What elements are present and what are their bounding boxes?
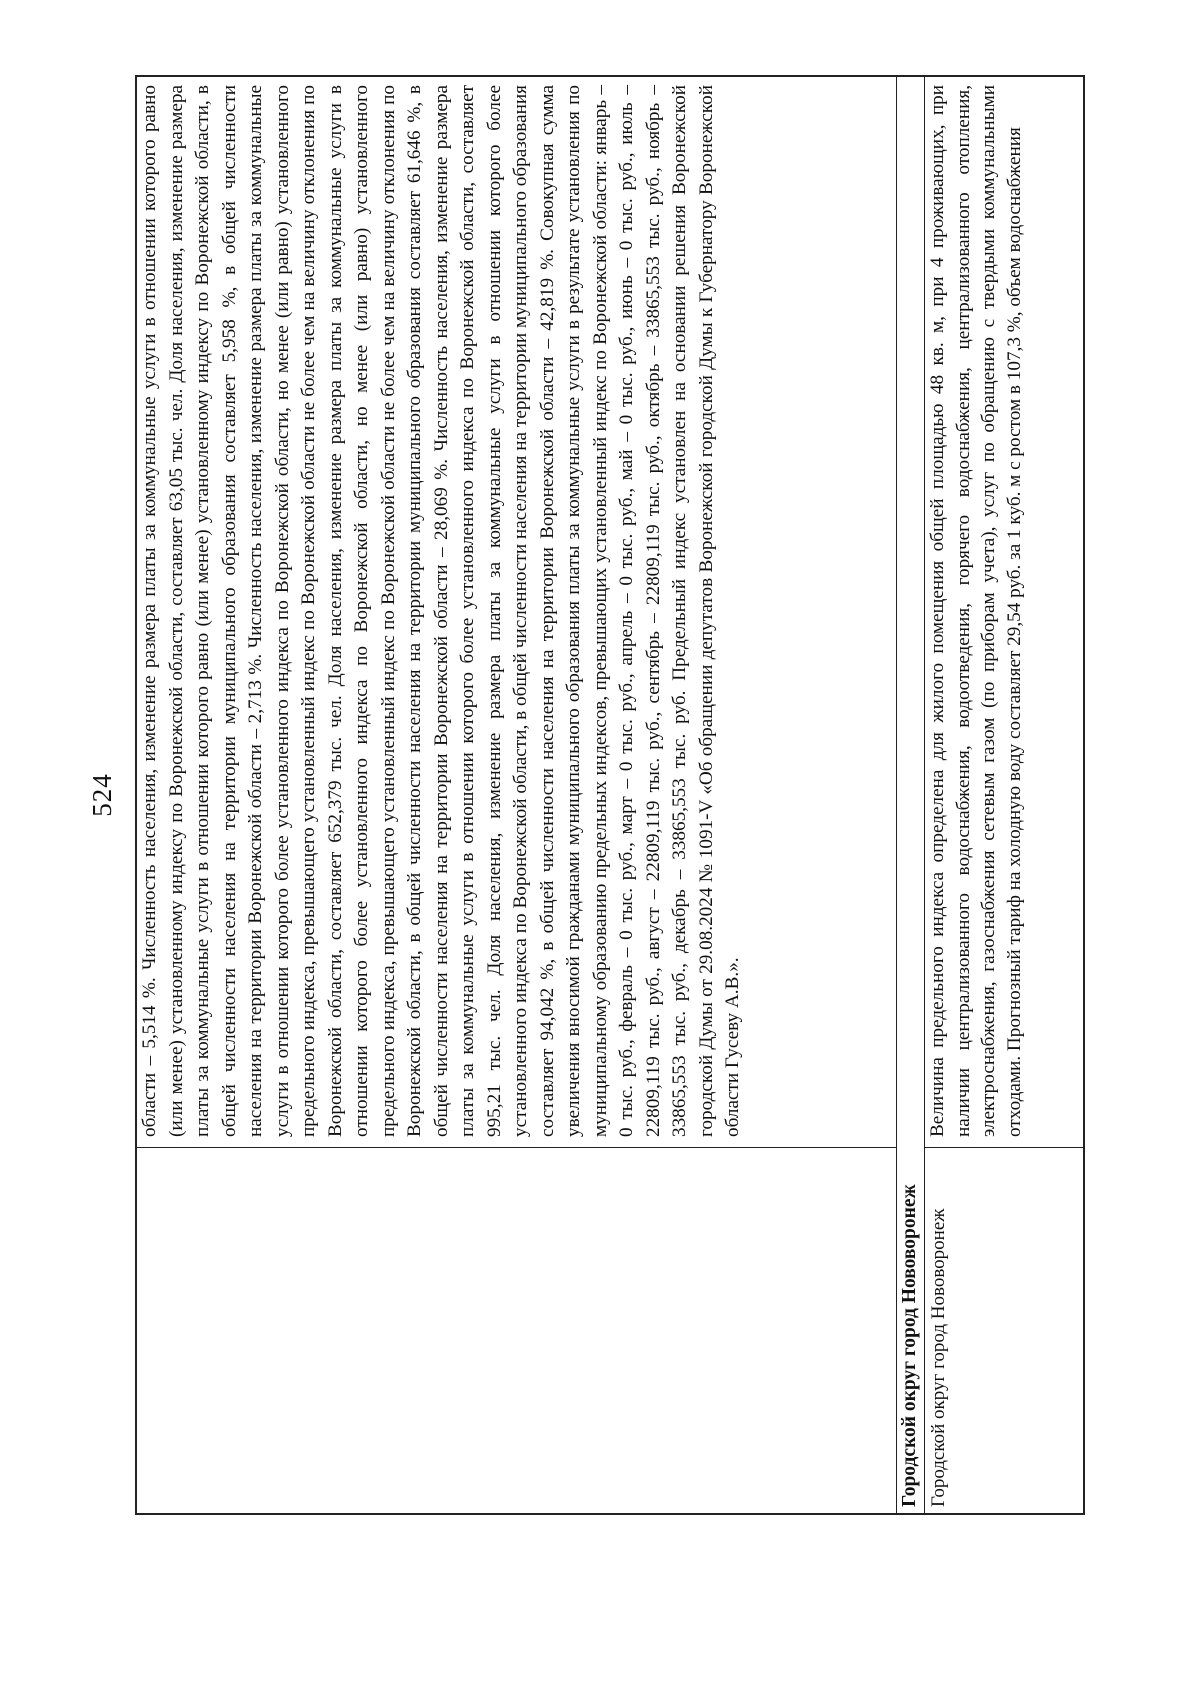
table-cell-municipality-empty: [137, 1147, 896, 1513]
description-cell: Величина предельного индекса определена для жилого помещения общей площадью 48 кв. м, при 4 проживающих, при наличии централизованного водоснабжения, водоотведения, горячего водоснабжения, централизованного отопления, электроснабжения, газоснабжения сетевым газом (по приборам учета), услуг по обращению с твердыми коммунальными отходами. Прогнозный тариф на холодную воду составляет 29,54 руб. за 1 куб. м с ростом в 107,3 %, объем водоснабжения: [927, 85, 1025, 1137]
section-header: Городской округ город Нововоронеж: [899, 1184, 920, 1507]
rotated-document-page: [75, 75, 1085, 1515]
table-row-continuation: [137, 77, 897, 1513]
section-header-row: [897, 77, 925, 1513]
table-row: [925, 77, 1083, 1513]
continuation-text: области – 5,514 %. Численность населения, изменение размера платы за коммунальные услуги в отношении которого равно (или менее) установленному индексу по Воронежской области, составляет 63,05 тыс. чел. Доля населения, изменение размера платы за коммунальные услуги в отношении которого равно (или менее) установленному индексу по Воронежской области, в общей численности населения на территории муниципального образования составляет 5,958 %, в общей численности населения на территории Воронежской области – 2,713 %. Численность населения, изменение размера платы за коммунальные услуги в отношении которого более установленного индекса по Воронежской области, но менее (или равно) установленного предельного индекса, превышающего установленный индекс по Воронежской области не более чем на величину отклонения по Воронежской области, составляет 652,379 тыс. чел. Доля населения, изменение размера платы за коммунальные услуги в отношении которого более установленного индекса по Воронежской области, но менее (или равно) установленного предельного индекса, превышающего установленный индекс по Воронежской области не более чем на величину отклонения по Воронежской области, в общей численности населения на территории муниципального образования составляет 61,646 %, в общей численности населения на территории Воронежской области – 28,069 %. Численность населения, изменение размера платы за коммунальные услуги в отношении которого более установленного индекса по Воронежской области, составляет 995,21 тыс. чел. Доля населения, изменение размера платы за коммунальные услуги в отношении которого более установленного индекса по Воронежской области, в общей численности населения на территории муниципального образования составляет 94,042 %, в общей численности населения на территории Воронежской области – 42,819 %. Совокупная сумма увеличения вносимой гражданами муниципального образования платы за коммунальные услуги в результате установления по муниципальному образованию предельных индексов, превышающих установленный индекс по Воронежской области: январь – 0 тыс. руб., февраль – 0 тыс. руб., март – 0 тыс. руб., апрель – 0 тыс. руб., май – 0 тыс. руб., июнь – 0 тыс. руб., июль – 22809,119 тыс. руб., август – 22809,119 тыс. руб., сентябрь – 22809,119 тыс. руб., октябрь – 33865,553 тыс. руб., ноябрь – 33865,553 тыс. руб., декабрь – 33865,553 тыс. руб. Предельный индекс установлен на основании решения Воронежской городской Думы от 29.08.2024 № 1091-V «Об обращении депутатов Воронежской городской Думы к Губернатору Воронежской области Гусеву А.В.».: [139, 85, 743, 1137]
municipality-cell: Городской округ город Нововоронеж: [925, 1147, 1083, 1513]
document-table: [135, 75, 1085, 1515]
page-number: 524: [87, 773, 117, 817]
